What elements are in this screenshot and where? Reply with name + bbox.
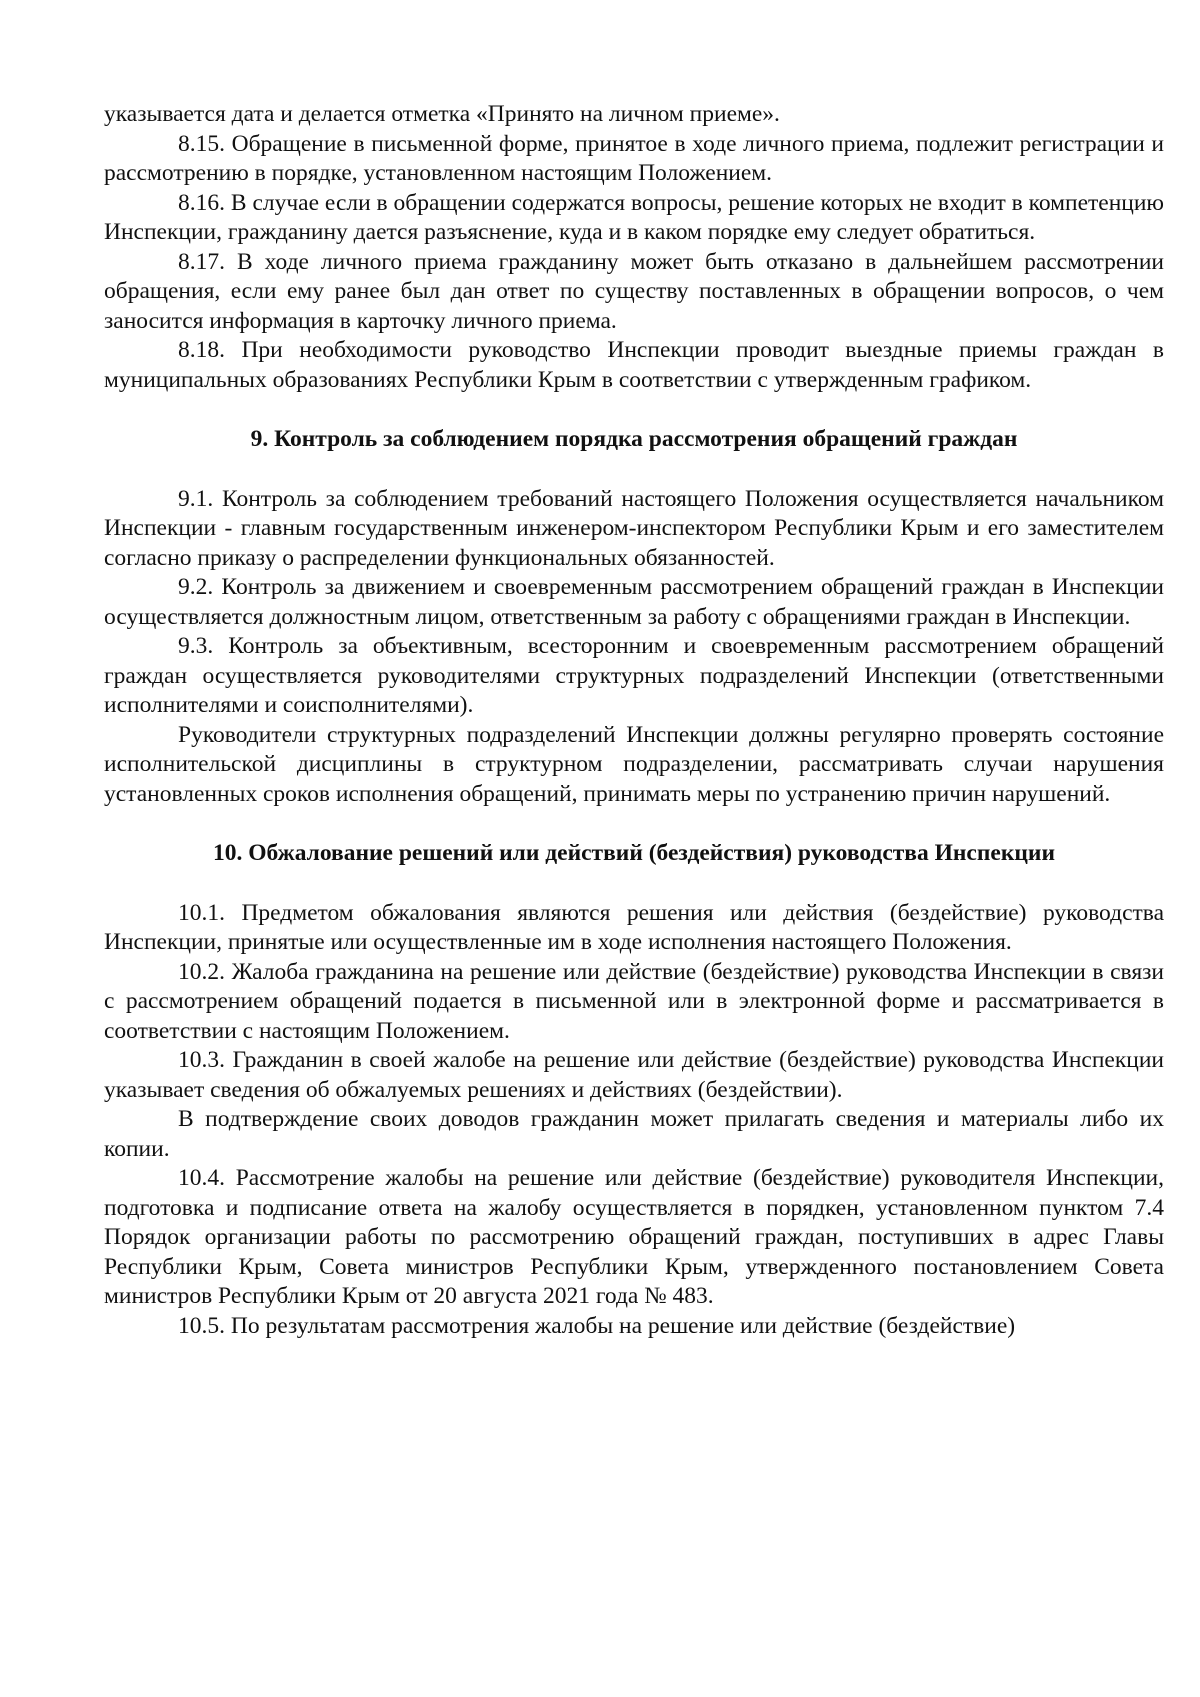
paragraph-8-16: 8.16. В случае если в обращении содержатся вопросы, решение которых не входит в компетенцию Инспекции, гражданину дается разъяснение, куда и в каком порядке ему следует обратиться.: [104, 189, 1164, 245]
paragraph-10-3: 10.3. Гражданин в своей жалобе на решение или действие (бездействие) руководства Инспекции указывает сведения об обжалуемых решениях и действиях (бездействии).: [104, 1047, 1164, 1103]
section-9-heading: 9. Контроль за соблюдением порядка рассмотрения обращений граждан: [250, 426, 1018, 452]
paragraph-9-1: 9.1. Контроль за соблюдением требований настоящего Положения осуществляется начальником Инспекции - главным государственным инженером-инспектором Республики Крым и его заместителем согласно приказу о распределении функциональных обязанностей.: [104, 485, 1164, 571]
paragraph-9-3-continued: Руководители структурных подразделений Инспекции должны регулярно проверять состояние исполнительской дисциплины в структурном подразделении, рассматривать случаи нарушения установленных сроков исполнения обращений, принимать меры по устранению причин нарушений.: [104, 721, 1164, 807]
paragraph-10-2: 10.2. Жалоба гражданина на решение или действие (бездействие) руководства Инспекции в связи с рассмотрением обращений подается в письменной или в электронной форме и рассматривается в соответствии с настоящим Положением.: [104, 958, 1164, 1044]
paragraph-9-3: 9.3. Контроль за объективным, всесторонним и своевременным рассмотрением обращений граждан осуществляется руководителями структурных подразделений Инспекции (ответственными исполнителями и соисполнителями).: [104, 633, 1164, 718]
spacer: [104, 869, 1164, 899]
document-page: [104, 100, 1164, 1341]
paragraph-10-5: 10.5. По результатам рассмотрения жалобы на решение или действие (бездействие): [178, 1312, 1016, 1339]
spacer: [104, 395, 1164, 425]
paragraph-8-17: 8.17. В ходе личного приема гражданину может быть отказано в дальнейшем рассмотрении обращения, если ему ранее был дан ответ по существу поставленных в обращении вопросов, о чем заносится информация в карточку личного приема.: [104, 248, 1164, 334]
spacer: [104, 809, 1164, 839]
spacer: [104, 455, 1164, 485]
paragraph-10-4: 10.4. Рассмотрение жалобы на решение или действие (бездействие) руководителя Инспекции, подготовка и подписание ответа на жалобу осуществляется в порядкен, установленном пунктом 7.4 Порядок организации работы по рассмотрению обращений граждан, поступивших в адрес Главы Республики Крым, Совета министров Республики Крым, утвержденного постановлением Совета министров Республики Крым от 20 августа 2021 года № 483.: [104, 1165, 1164, 1309]
paragraph-10-1: 10.1. Предметом обжалования являются решения или действия (бездействие) руководства Инспекции, принятые или осуществленные им в ходе исполнения настоящего Положения.: [104, 899, 1164, 955]
paragraph-8-18: 8.18. При необходимости руководство Инспекции проводит выездные приемы граждан в муниципальных образованиях Республики Крым в соответствии с утвержденным графиком.: [104, 337, 1164, 393]
section-10-heading: 10. Обжалование решений или действий (бездействия) руководства Инспекции: [212, 840, 1055, 866]
paragraph-9-2: 9.2. Контроль за движением и своевременным рассмотрением обращений граждан в Инспекции осуществляется должностным лицом, ответственным за работу с обращениями граждан в Инспекции.: [104, 574, 1164, 630]
paragraph-8-15: 8.15. Обращение в письменной форме, принятое в ходе личного приема, подлежит регистрации и рассмотрению в порядке, установленном настоящим Положением.: [104, 130, 1164, 186]
paragraph-continuation: указывается дата и делается отметка «Принято на личном приеме».: [104, 101, 780, 127]
paragraph-10-3-continued: В подтверждение своих доводов гражданин может прилагать сведения и материалы либо их копии.: [104, 1106, 1164, 1162]
